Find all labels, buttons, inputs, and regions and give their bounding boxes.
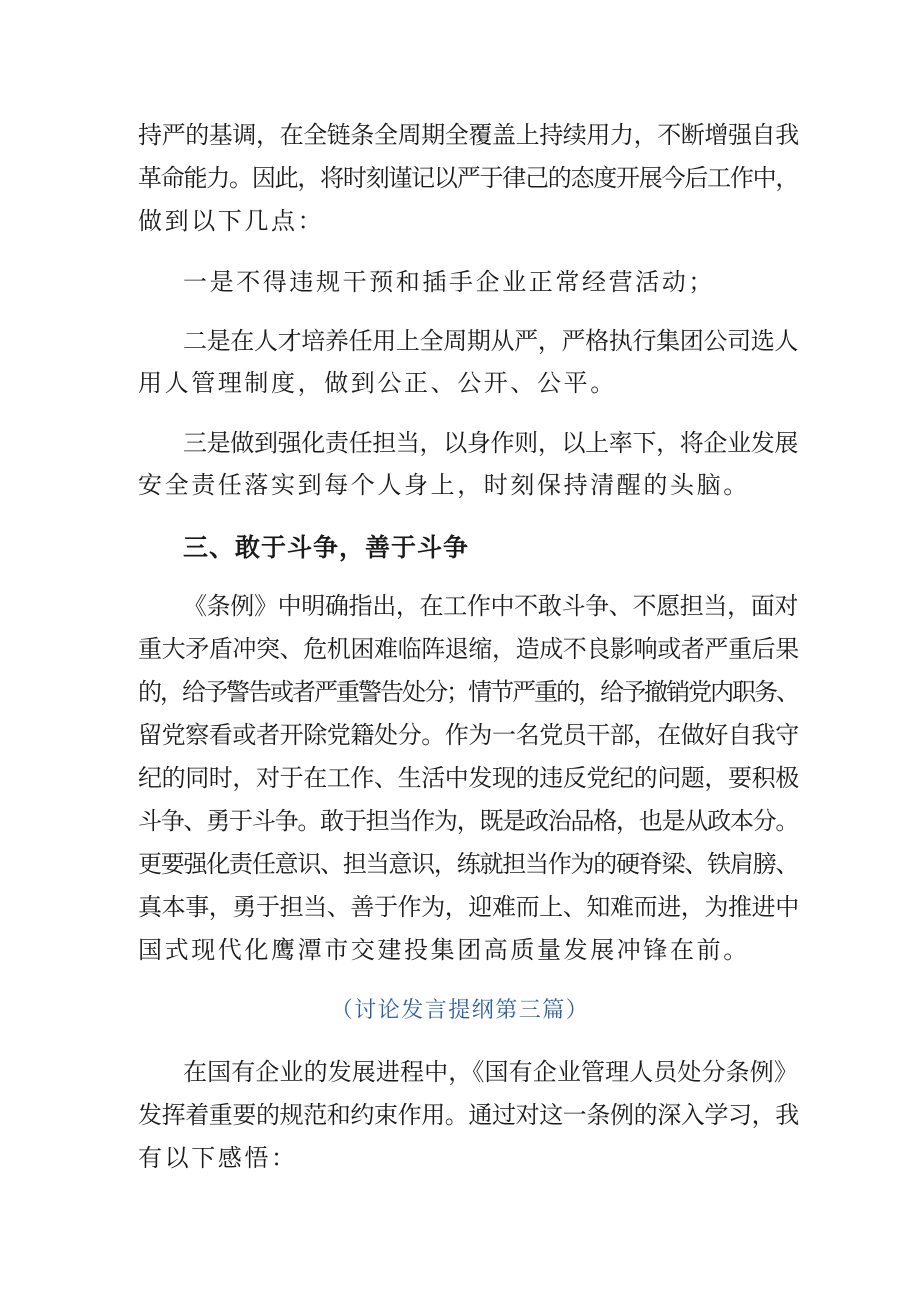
- intro-line-2: 革命能力。因此，将时刻谨记以严于律己的态度开展今后工作中，: [138, 164, 798, 192]
- section-line-4: 留党察看或者开除党籍处分。作为一名党员干部，在做好自我守: [138, 721, 799, 749]
- closing-line-3: 有以下感悟：: [138, 1144, 298, 1172]
- point-two-line-2: 用人管理制度，做到公正、公开、公平。: [138, 369, 617, 397]
- point-three-line-2: 安全责任落实到每个人身上，时刻保持清醒的头脑。: [138, 471, 750, 499]
- section-line-1: 《条例》中明确指出，在工作中不敢斗争、不愿担当，面对: [183, 592, 798, 620]
- section-line-7: 更要强化责任意识、担当意识，练就担当作为的硬脊梁、铁肩膀、: [138, 850, 798, 878]
- section-line-5: 纪的同时，对于在工作、生活中发现的违反党纪的问题，要积极: [138, 764, 799, 792]
- section-line-6: 斗争、勇于斗争。敢于担当作为，既是政治品格，也是从政本分。: [138, 807, 798, 835]
- section-line-2: 重大矛盾冲突、危机困难临阵退缩，造成不良影响或者严重后果: [138, 635, 799, 663]
- closing-line-2: 发挥着重要的规范和约束作用。通过对这一条例的深入学习，我: [138, 1101, 799, 1129]
- section-line-8: 真本事，勇于担当、善于作为，迎难而上、知难而进，为推进中: [138, 893, 799, 921]
- point-one: 一是不得违规干预和插手企业正常经营活动；: [183, 268, 715, 296]
- section-heading: 三、敢于斗争，善于斗争: [183, 533, 470, 562]
- intro-line-3: 做到以下几点：: [138, 207, 325, 235]
- intro-line-1: 持严的基调，在全链条全周期全覆盖上持续用力，不断增强自我: [138, 121, 799, 149]
- closing-line-1: 在国有企业的发展进程中，《国有企业管理人员处分条例》: [183, 1058, 798, 1086]
- point-two-line-1: 二是在人才培养任用上全周期从严，严格执行集团公司选人: [183, 327, 798, 355]
- section-line-3: 的，给予警告或者严重警告处分；情节严重的，给予撤销党内职务、: [138, 678, 798, 706]
- document-subtitle: （讨论发言提纲第三篇）: [330, 998, 590, 1023]
- point-three-line-1: 三是做到强化责任担当，以身作则，以上率下，将企业发展: [183, 429, 798, 457]
- section-line-9: 国式现代化鹰潭市交建投集团高质量发展冲锋在前。: [138, 936, 750, 964]
